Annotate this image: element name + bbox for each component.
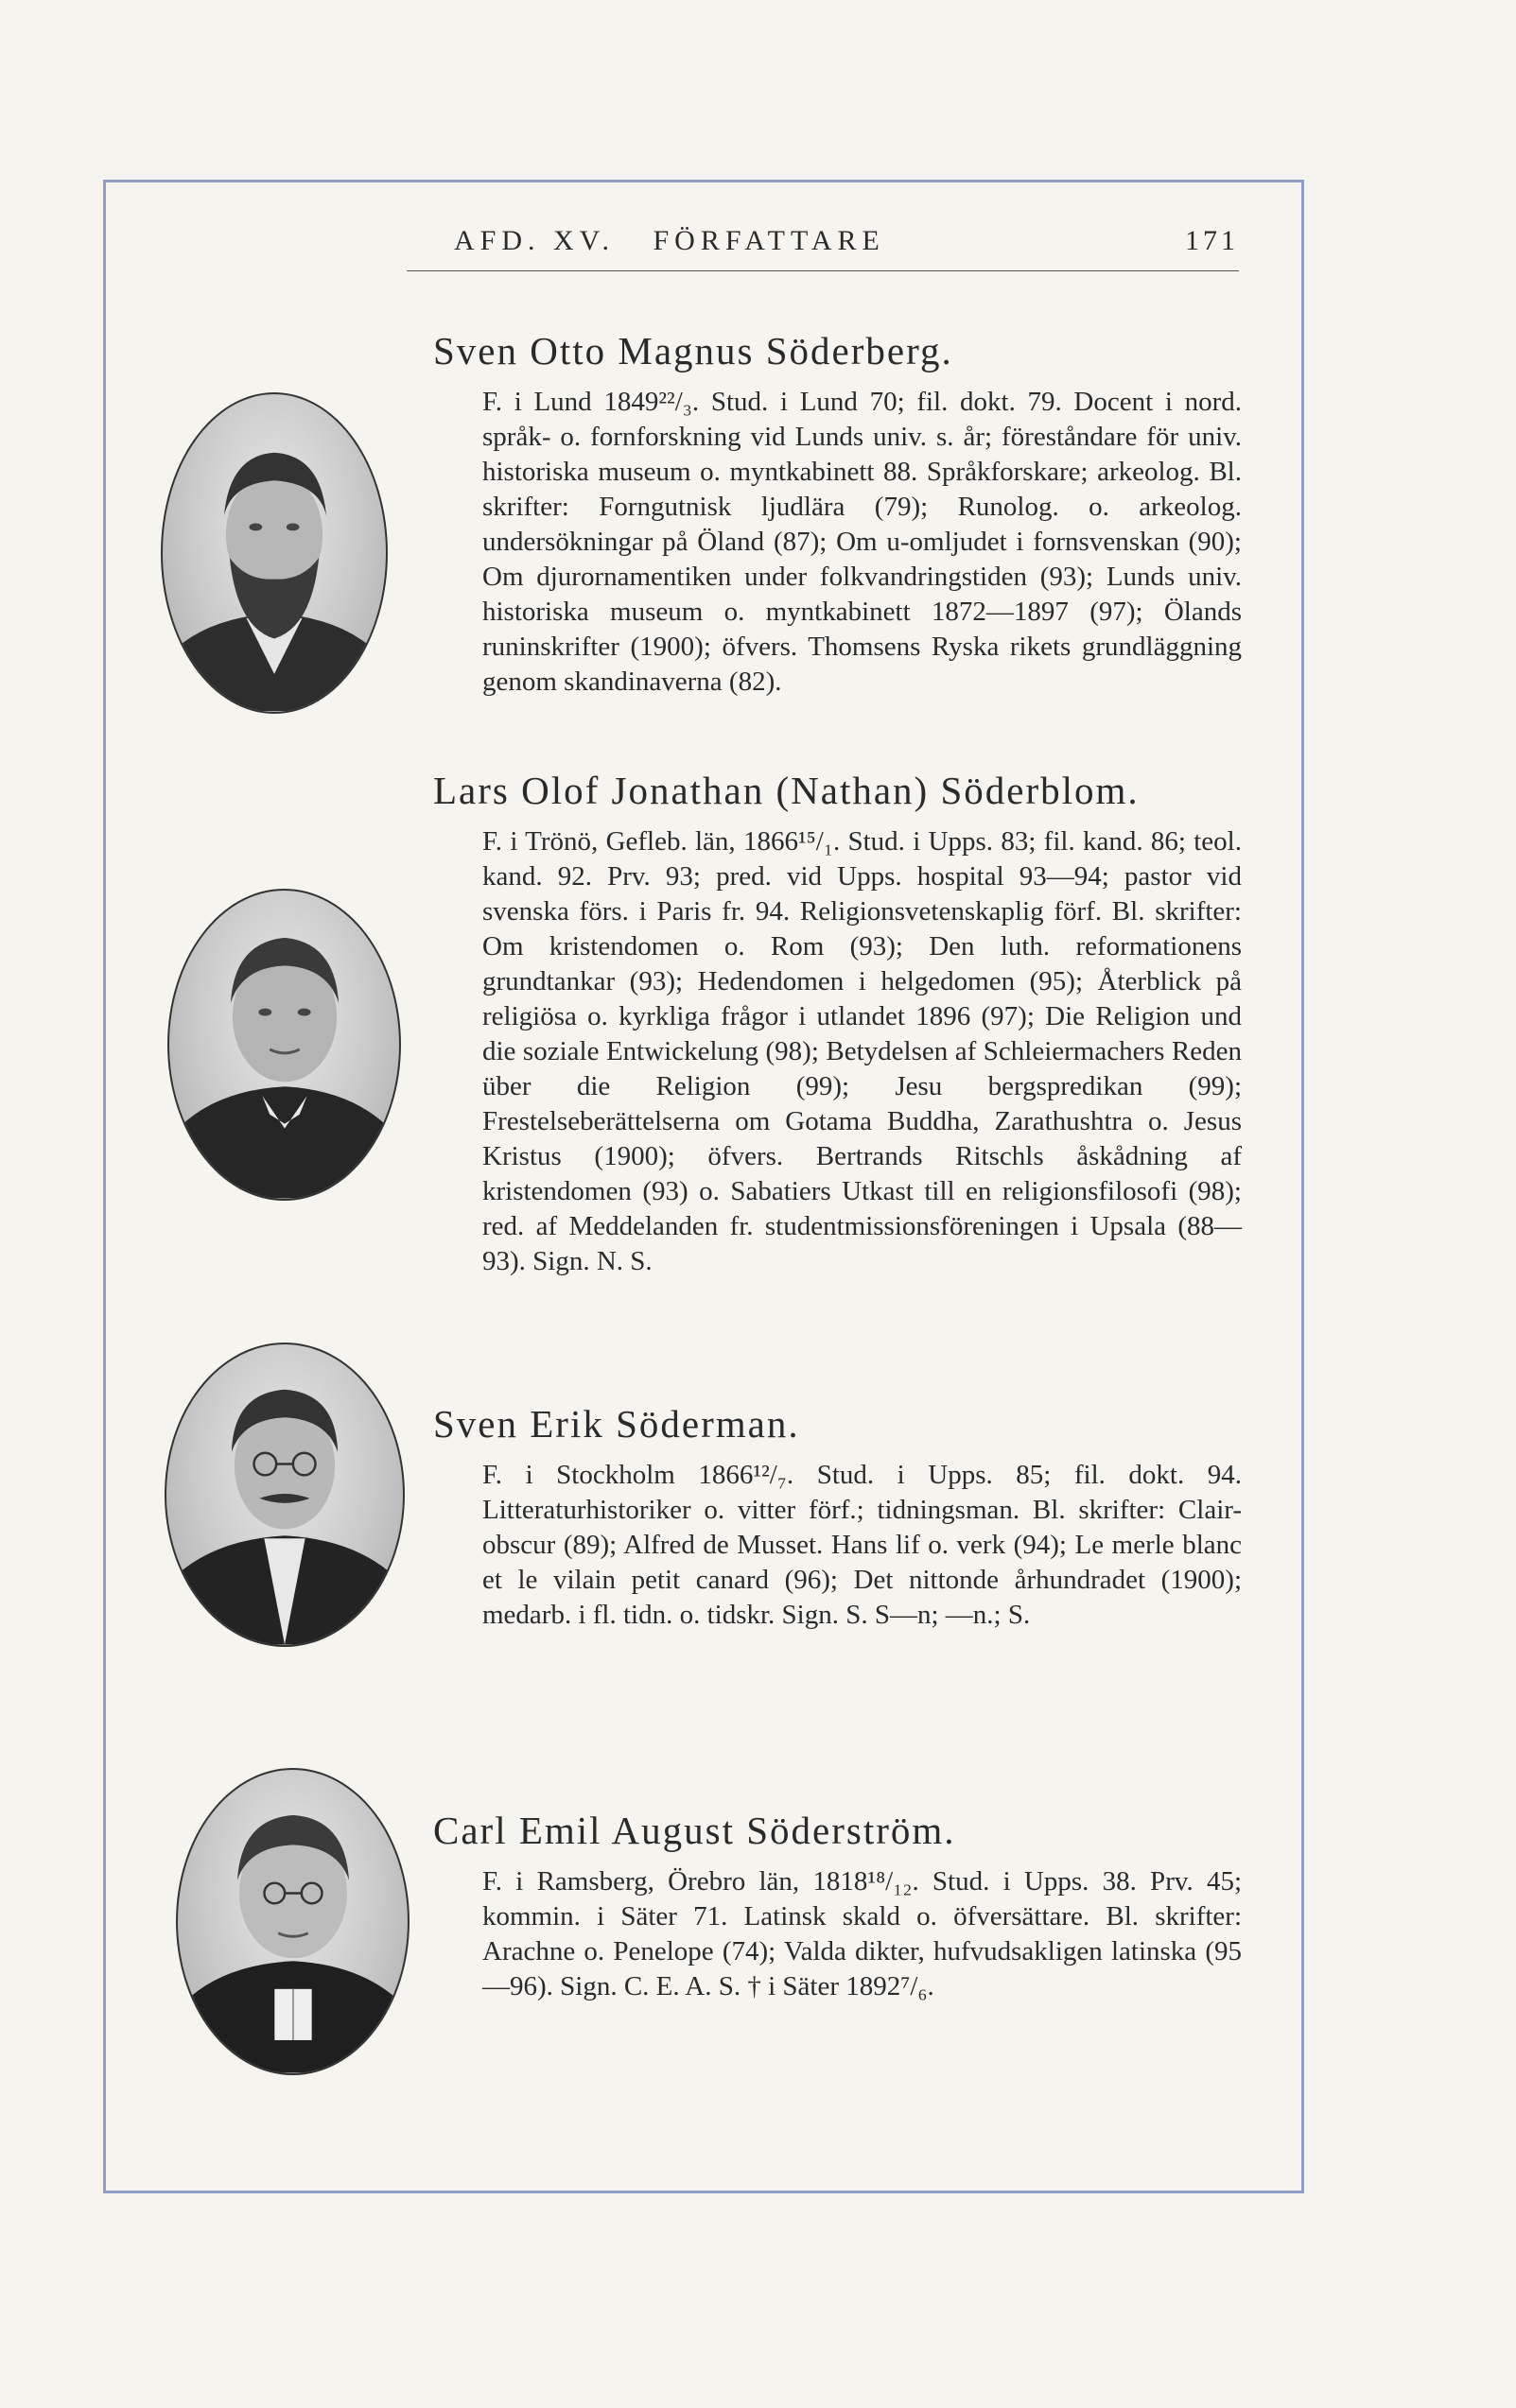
entry-name: Sven Otto Magnus Söderberg. (433, 329, 953, 372)
entry-name: Lars Olof Jonathan (Nathan) Söderblom. (433, 769, 1140, 812)
entry-text: F. i Trönö, Gefleb. län, 1866¹⁵/₁. Stud. i Upps. 83; fil. kand. 86; teol. kand. 92. Prv. 93; pred. vid Upps. hospital 93—94; pastor vid svenska förs. i Paris fr. 94. Religionsvetenskaplig förf. Bl. skrifter: Om kristendomen o. Rom (93); Den luth. reformationens grundtankar (93); Hedendomen i helgedomen (95); Återblick på religiösa o. kyrkliga frågor i utlandet 1896 (97); Die Religion und die soziale Entwickelung (98); Betydelsen af Schleiermachers Reden über die Religion (99); Jesu bergspredikan (99); Frestelseberättelserna om Gotama Buddha, Zarathushtra o. Jesus Kristus (1900); öfvers. Bertrands Ritschls åskådning af kristendomen (93) o. Sabatiers Utkast till en religionsfilosofi (98); red. af Meddelanden fr. studentmissionsföreningen i Upsala (88—93). Sign. N. S. (482, 826, 1242, 1276)
entry-text: F. i Lund 1849²²/₃. Stud. i Lund 70; fil. dokt. 79. Docent i nord. språk- o. fornforskning vid Lunds univ. s. år; föreståndare för univ. historiska museum o. myntkabinett 88. Språkforskare; arkeolog. Bl. skrifter: Forngutnisk ljudlära (79); Runolog. o. arkeolog. undersökningar på Öland (87); Om u-omljudet i fornsvenskan (90); Om djurornamentiken under folkvandringstiden (93); Lunds univ. historiska museum o. myntkabinett 1872—1897 (97); Ölands runinskrifter (1900); öfvers. Thomsens Ryska rikets grundläggning genom skandinaverna (82). (482, 387, 1242, 697)
portrait-soderblom-image (169, 891, 399, 1199)
entry-text: F. i Ramsberg, Örebro län, 1818¹⁸/₁₂. Stud. i Upps. 38. Prv. 45; kommin. i Säter 71. Latinsk skald o. öfversättare. Bl. skrifter: Arachne o. Penelope (74); Valda dikter, hufvudsakligen latinska (95—96). Sign. C. E. A. S. † i Säter 1892⁷/₆. (482, 1866, 1242, 2001)
entry-name: Sven Erik Söderman. (433, 1402, 800, 1446)
entry-soderblom (433, 766, 1242, 1279)
portrait-soderman-image (166, 1344, 403, 1645)
entry-soderberg (433, 326, 1242, 700)
header-rule (407, 270, 1239, 271)
entry-name: Carl Emil August Söderström. (433, 1809, 956, 1852)
entry-soderman (433, 1399, 1242, 1633)
portrait-soderstrom (176, 1768, 409, 2075)
portrait-soderberg (161, 392, 388, 714)
section-title: AFD. XV. FÖRFATTARE (454, 225, 885, 256)
entry-soderstrom (433, 1806, 1242, 2004)
page-number: 171 (1185, 225, 1239, 256)
portrait-soderblom (167, 889, 401, 1201)
portrait-soderman (165, 1343, 405, 1647)
portrait-soderstrom-image (178, 1770, 408, 2073)
entry-text: F. i Stockholm 1866¹²/₇. Stud. i Upps. 85; fil. dokt. 94. Litteraturhistoriker o. vitter förf.; tidningsman. Bl. skrifter: Clair-obscur (89); Alfred de Musset. Hans lif o. verk (94); Le merle blanc et le vilain petit canard (96); Det nittonde århundradet (1900); medarb. i fl. tidn. o. tidskr. Sign. S. S—n; —n.; S. (482, 1460, 1242, 1630)
running-header (454, 225, 1239, 270)
portrait-soderberg-image (163, 394, 386, 712)
